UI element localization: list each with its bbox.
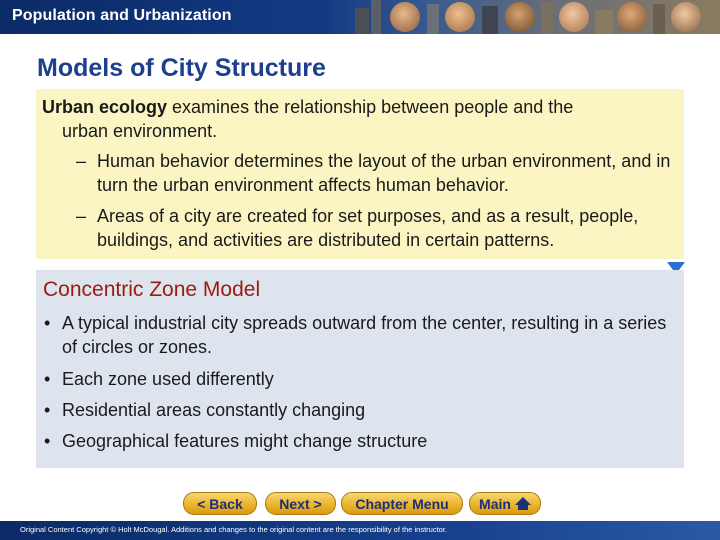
next-button[interactable]	[265, 492, 336, 515]
intro-text-line2: urban environment.	[62, 121, 218, 141]
building-graphic	[427, 4, 439, 34]
slide-title: Models of City Structure	[37, 54, 326, 82]
bullet-text: Each zone used differently	[62, 369, 274, 389]
intro-paragraph	[42, 95, 678, 143]
building-graphic	[482, 6, 498, 34]
main-button[interactable]	[469, 492, 541, 515]
banner-collage-image	[345, 0, 720, 34]
bullet-marker: •	[44, 400, 51, 420]
concentric-zone-box	[36, 270, 684, 468]
bullet-item	[44, 398, 680, 422]
intro-text-line1: examines the relationship between people and the	[167, 97, 574, 117]
building-graphic	[653, 4, 665, 34]
dash-marker: –	[76, 206, 87, 226]
building-graphic	[541, 2, 553, 34]
dash-marker: –	[76, 151, 87, 171]
next-button-label: Next >	[279, 495, 322, 512]
bullet-text: Residential areas constantly changing	[62, 400, 366, 420]
chapter-menu-label: Chapter Menu	[355, 495, 449, 512]
sub-point	[76, 149, 676, 197]
face-graphic	[617, 2, 647, 32]
sub-point	[76, 204, 676, 252]
building-graphic	[371, 0, 381, 34]
home-icon	[515, 497, 531, 505]
bullet-text: Geographical features might change structure	[62, 431, 428, 451]
copyright-text: Original Content Copyright © Holt McDougal. Additions and changes to the original content are the responsibility of the instructor.	[20, 525, 448, 534]
sub-point-text: Areas of a city are created for set purposes, and as a result, people, buildings, and activities are distributed in certain patterns.	[97, 206, 639, 250]
building-graphic	[355, 8, 369, 34]
term-urban-ecology: Urban ecology	[42, 97, 168, 117]
sub-point-text: Human behavior determines the layout of the urban environment, and in turn the urban environment affects human behavior.	[97, 151, 671, 195]
face-graphic	[390, 2, 420, 32]
urban-ecology-box	[36, 89, 684, 259]
chapter-menu-button[interactable]	[341, 492, 463, 515]
back-button[interactable]	[183, 492, 257, 515]
face-graphic	[445, 2, 475, 32]
bullet-item	[44, 311, 680, 359]
main-button-label: Main	[479, 495, 511, 512]
back-button-label: < Back	[197, 495, 243, 512]
footer-bar	[0, 521, 720, 540]
building-graphic	[595, 10, 613, 34]
bullet-item	[44, 367, 680, 391]
bullet-marker: •	[44, 313, 51, 333]
face-graphic	[559, 2, 589, 32]
section-heading: Concentric Zone Model	[43, 278, 261, 301]
banner-title: Population and Urbanization	[12, 7, 232, 24]
face-graphic	[671, 2, 701, 32]
face-graphic	[505, 2, 535, 32]
bullet-marker: •	[44, 369, 51, 389]
bullet-marker: •	[44, 431, 51, 451]
header-banner	[0, 0, 720, 34]
bullet-item	[44, 429, 680, 453]
bullet-text: A typical industrial city spreads outward from the center, resulting in a series of circles or zones.	[62, 313, 667, 357]
